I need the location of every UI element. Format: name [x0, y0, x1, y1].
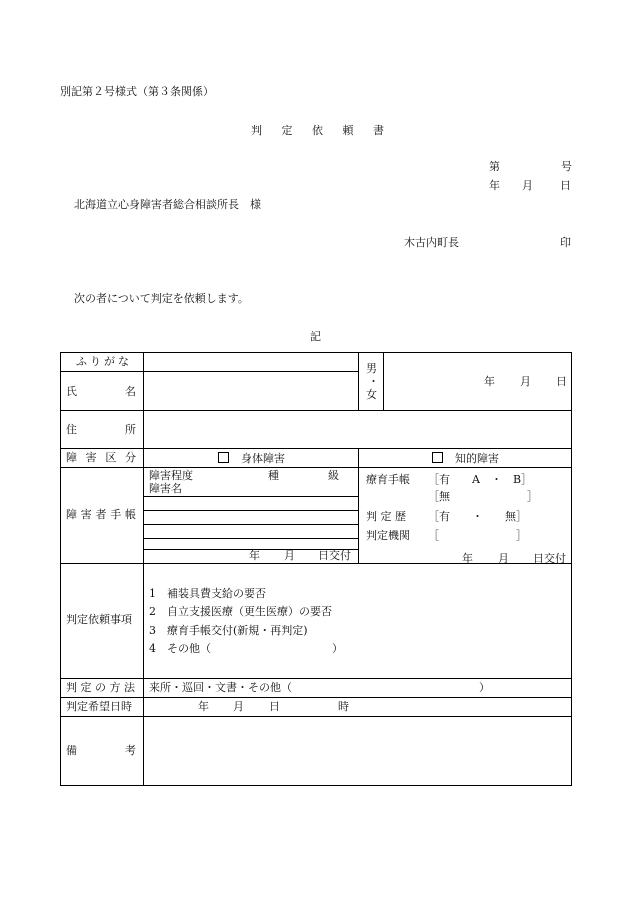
date-day: 日	[560, 179, 571, 192]
degree-label: 障害程度	[149, 469, 193, 482]
addressee: 北海道立心身障害者総合相談所長 様	[74, 198, 261, 211]
date-year: 年	[489, 179, 500, 192]
desired-day: 日	[269, 700, 280, 713]
desired-hour: 時	[338, 700, 349, 713]
record-mark: 記	[310, 330, 321, 343]
ryoiku-none: ［無 ］	[428, 490, 538, 503]
number-prefix: 第	[489, 160, 500, 173]
furigana-label: ふりがな	[76, 355, 132, 368]
request-item-4: 4 その他（ ）	[149, 642, 343, 655]
physical-disability-option[interactable]: 身体障害	[218, 452, 285, 464]
method-label: 判 定 の 方 法	[66, 681, 135, 694]
request-item-1: 1 補装具費支給の要否	[149, 587, 266, 600]
name-label: 氏 名	[66, 385, 136, 398]
intellectual-checkbox[interactable]	[432, 452, 443, 463]
hantei-kikan-label: 判定機関	[366, 529, 410, 542]
sex-dot: ・	[368, 375, 379, 388]
disability-class-label: 障 害 区 分	[66, 451, 136, 464]
desired-date-label: 判定希望日時	[66, 700, 132, 713]
birth-month: 月	[520, 375, 531, 388]
hantei-reki-label: 判 定 歴	[366, 510, 406, 523]
seal-mark: 印	[560, 236, 571, 249]
issued2-month: 月	[498, 552, 509, 565]
number-suffix: 号	[561, 160, 572, 173]
hantei-kikan-value: ［ ］	[428, 529, 527, 542]
desired-year: 年	[198, 700, 209, 713]
degree-type: 種	[268, 469, 279, 482]
request-table	[60, 352, 572, 786]
issued-month: 月	[284, 549, 295, 562]
ryoiku-label: 療育手帳	[366, 473, 410, 486]
intellectual-disability-option[interactable]: 知的障害	[432, 452, 499, 464]
method-value: 来所・巡回・文書・その他（ ）	[149, 681, 490, 694]
degree-grade: 級	[328, 469, 339, 482]
document-title: 判 定 依 頼 書	[251, 124, 392, 137]
birth-day: 日	[556, 375, 567, 388]
issued-year: 年	[249, 549, 260, 562]
hantei-reki-value: ［有 ・ 無］	[428, 510, 527, 523]
request-item-2: 2 自立支援医療（更生医療）の要否	[149, 605, 332, 618]
intro-text: 次の者について判定を依頼します。	[74, 292, 249, 305]
request-item-3: 3 療育手帳交付(新規・再判定)	[149, 624, 308, 637]
issued-suffix: 日交付	[318, 549, 351, 562]
birth-year: 年	[484, 375, 495, 388]
form-number: 別記第２号様式（第３条関係）	[60, 85, 214, 98]
address-label: 住 所	[66, 423, 136, 436]
physical-checkbox[interactable]	[218, 452, 229, 463]
issued2-year: 年	[462, 552, 473, 565]
remarks-label: 備 考	[66, 744, 136, 757]
sex-male: 男	[366, 362, 377, 375]
sender: 木古内町長	[404, 236, 459, 249]
ryoiku-has: ［有 A ・ B］	[428, 473, 533, 486]
request-label: 判定依頼事項	[66, 613, 132, 626]
handbook-label: 障 害 者 手 帳	[66, 508, 136, 521]
sex-female: 女	[366, 388, 377, 401]
issued2-suffix: 日交付	[533, 552, 566, 565]
date-month: 月	[522, 179, 533, 192]
desired-month: 月	[233, 700, 244, 713]
disability-name-label: 障害名	[149, 482, 182, 495]
